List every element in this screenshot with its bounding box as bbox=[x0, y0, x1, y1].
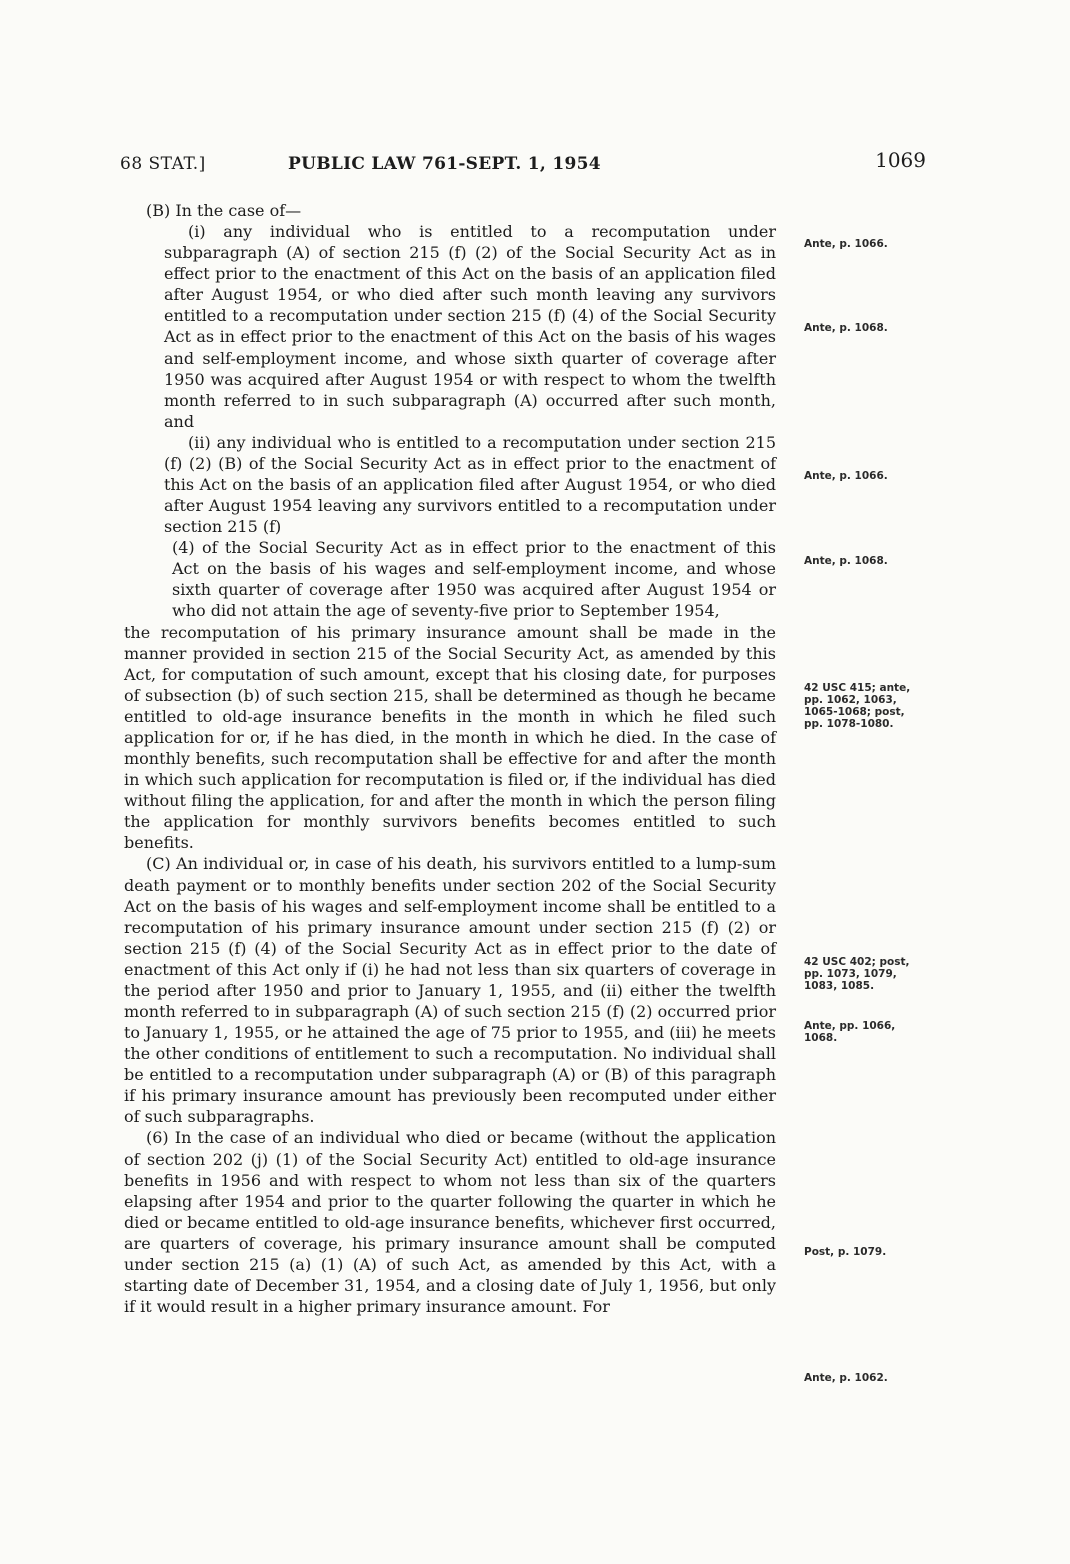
paragraph-c: (C) An individual or, in case of his death, his survivors entitled to a lump-sum death payment or to monthly benefits under section 202 of the Social Security Act on the basis of his wages and self-employment income shall be entitled to a recomputation of his primary insurance amount under section 215 (f) (2) or section 215 (f) (4) of the Social Security Act as in effect prior to the date of enactment of this Act only if (i) he had not less than six quarters of coverage in the period after 1950 and prior to January 1, 1955, and (ii) either the twelfth month referred to in subparagraph (A) of such section 215 (f) (2) occurred prior to January 1, 1955, or he attained the age of 75 prior to 1955, and (iii) he meets the other conditions of entitlement to such a recomputation. No individual shall be entitled to a recomputation under subparagraph (A) or (B) of this paragraph if his primary insurance amount has previously been recomputed under either of such subparagraphs. bbox=[124, 854, 776, 1127]
margin-note: Ante, p. 1068. bbox=[804, 555, 888, 567]
page-number: 1069 bbox=[875, 148, 926, 172]
clause-ii: (ii) any individual who is entitled to a recomputation under section 215 (f) (2) (B) of the Social Security Act as in effect prior to the enactment of this Act on the basis of an application filed after August 1954, or who died after August 1954 leaving any survivors entitled to a recomputation under section 215 (f) bbox=[164, 432, 776, 537]
clause-i: (i) any individual who is entitled to a recomputation under subparagraph (A) of section 215 (f) (2) of the Social Security Act as in effect prior to the enactment of this Act on the basis of an application filed after August 1954, or who died after such month leaving any survivors entitled to a recomputation under section 215 (f) (4) of the Social Security Act as in effect prior to the enactment of this Act on the basis of his wages and self-employment income, and whose sixth quarter of coverage after 1950 was acquired after August 1954 or with respect to whom the twelfth month referred to in such subparagraph (A) occurred after such month, and bbox=[164, 222, 776, 431]
body-text bbox=[124, 200, 776, 1317]
page-header bbox=[120, 148, 926, 178]
margin-note: 42 USC 415; ante, pp. 1062, 1063, 1065-1068; post, pp. 1078-1080. bbox=[804, 682, 911, 730]
margin-note: Post, p. 1079. bbox=[804, 1246, 887, 1258]
clause-ii-continued: (4) of the Social Security Act as in effect prior to the enactment of this Act on the basis of his wages and self-employment income, and whose sixth quarter of coverage after 1950 was acquired after August 1954 or who did not attain the age of seventy-five prior to September 1954, bbox=[172, 538, 776, 621]
margin-note: Ante, p. 1062. bbox=[804, 1372, 888, 1384]
recomputation-paragraph: the recomputation of his primary insurance amount shall be made in the manner provided in section 215 of the Social Security Act, as amended by this Act, for computation of such amount, except that his closing date, for purposes of subsection (b) of such section 215, shall be determined as though he became entitled to old-age insurance benefits in the month in which he filed such application for or, if he has died, in the month in which he died. In the case of monthly benefits, such recomputation shall be effective for and after the month in which such application for recomputation is filed or, if the individual has died without filing the application, for and after the month in which the person filing the application for monthly survivors benefits becomes entitled to such benefits. bbox=[124, 622, 776, 853]
running-title: PUBLIC LAW 761-SEPT. 1, 1954 bbox=[288, 154, 601, 174]
margin-note: Ante, p. 1066. bbox=[804, 238, 888, 250]
margin-note: 42 USC 402; post, pp. 1073, 1079, 1083, 1085. bbox=[804, 956, 910, 992]
paragraph-6: (6) In the case of an individual who died or became (without the application of section 202 (j) (1) of the Social Security Act) entitled to old-age insurance benefits in 1956 and with respect to whom not less than six of the quarters elapsing after 1954 and prior to the quarter following the quarter in which he died or became entitled to old-age insurance benefits, whichever first occurred, are quarters of coverage, his primary insurance amount shall be computed under section 215 (a) (1) (A) of such Act, as amended by this Act, with a starting date of December 31, 1954, and a closing date of July 1, 1956, but only if it would result in a higher primary insurance amount. For bbox=[124, 1128, 776, 1317]
paragraph-b-intro: (B) In the case of— bbox=[146, 201, 302, 220]
volume-reference: 68 STAT.] bbox=[120, 154, 206, 174]
margin-note: Ante, p. 1068. bbox=[804, 322, 888, 334]
margin-note: Ante, p. 1066. bbox=[804, 470, 888, 482]
margin-note: Ante, pp. 1066, 1068. bbox=[804, 1020, 896, 1044]
